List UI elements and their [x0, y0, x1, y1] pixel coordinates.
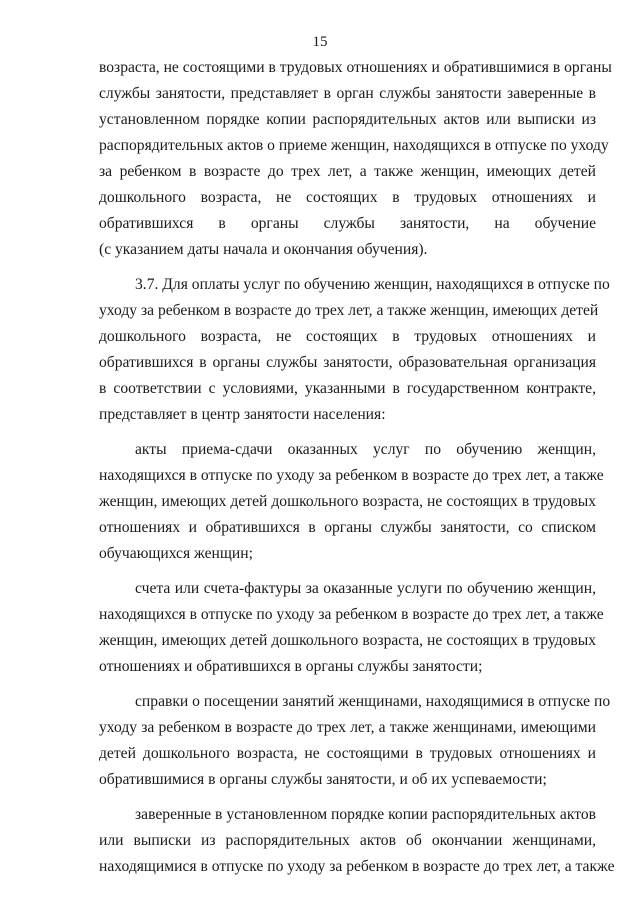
- document-body: [99, 55, 615, 880]
- paragraph-spacer: [99, 793, 596, 802]
- text-line: акты приема-сдачи оказанных услуг по обучению женщин,: [135, 441, 596, 458]
- paragraph-spacer: [99, 567, 596, 576]
- text-line: обратившихся в органы службы занятости, образовательная организация: [99, 354, 596, 371]
- text-line: справки о посещении занятий женщинами, находящимися в отпуске по: [135, 693, 611, 710]
- paragraph-p4: [99, 576, 604, 680]
- text-line: уходу за ребенком в возрасте до трех лет, а также женщин, имеющих детей: [99, 302, 599, 319]
- text-line: представляет в центр занятости населения:: [99, 406, 386, 423]
- paragraph-spacer: [99, 428, 596, 437]
- text-line: находящимися в отпуске по уходу за ребенком в возрасте до трех лет, а также: [99, 858, 615, 875]
- text-line: в соответствии с условиями, указанными в государственном контракте,: [99, 380, 596, 397]
- page-number: 15: [312, 34, 328, 50]
- text-line: детей дошкольного возраста, не состоящими в трудовых отношениях и: [99, 745, 596, 762]
- paragraph-p5: [99, 689, 611, 793]
- text-line: обратившимися в органы службы занятости, и об их успеваемости;: [99, 771, 547, 788]
- text-line: службы занятости, представляет в орган службы занятости заверенные в: [99, 85, 596, 102]
- text-line: отношениях и обратившихся в органы службы занятости, со списком: [99, 519, 596, 536]
- text-line: установленном порядке копии распорядительных актов или выписки из: [99, 111, 596, 128]
- paragraph-p1: [99, 55, 612, 263]
- text-line: или выписки из распорядительных актов об окончании женщинами,: [99, 832, 596, 849]
- text-line: дошкольного возраста, не состоящих в трудовых отношениях и: [99, 328, 596, 345]
- text-line: за ребенком в возрасте до трех лет, а также женщин, имеющих детей: [99, 163, 596, 180]
- text-line: уходу за ребенком в возрасте до трех лет, а также женщинами, имеющими: [99, 719, 596, 736]
- text-line: обратившихся в органы службы занятости, на обучение: [99, 215, 596, 232]
- text-line: отношениях и обратившихся в органы службы занятости;: [99, 658, 483, 675]
- text-line: счета или счета-фактуры за оказанные услуги по обучению женщин,: [135, 580, 596, 597]
- paragraph-spacer: [99, 680, 596, 689]
- text-line: заверенные в установленном порядке копии распорядительных актов: [135, 806, 596, 823]
- paragraph-p2: [99, 272, 610, 428]
- text-line: находящихся в отпуске по уходу за ребенком в возрасте до трех лет, а также: [99, 467, 604, 484]
- text-line: (с указанием даты начала и окончания обучения).: [99, 241, 428, 258]
- text-line: дошкольного возраста, не состоящих в трудовых отношениях и: [99, 189, 596, 206]
- text-line: возраста, не состоящими в трудовых отношениях и обратившимися в органы: [99, 59, 612, 76]
- text-line: обучающихся женщин;: [99, 545, 253, 562]
- paragraph-p3: [99, 437, 604, 567]
- text-line: женщин, имеющих детей дошкольного возраста, не состоящих в трудовых: [99, 493, 596, 510]
- text-line: женщин, имеющих детей дошкольного возраста, не состоящих в трудовых: [99, 632, 596, 649]
- paragraph-p6: [99, 802, 615, 880]
- text-line: распорядительных актов о приеме женщин, находящихся в отпуске по уходу: [99, 137, 609, 154]
- text-line: 3.7. Для оплаты услуг по обучению женщин, находящихся в отпуске по: [135, 276, 610, 293]
- paragraph-spacer: [99, 263, 596, 272]
- text-line: находящихся в отпуске по уходу за ребенком в возрасте до трех лет, а также: [99, 606, 604, 623]
